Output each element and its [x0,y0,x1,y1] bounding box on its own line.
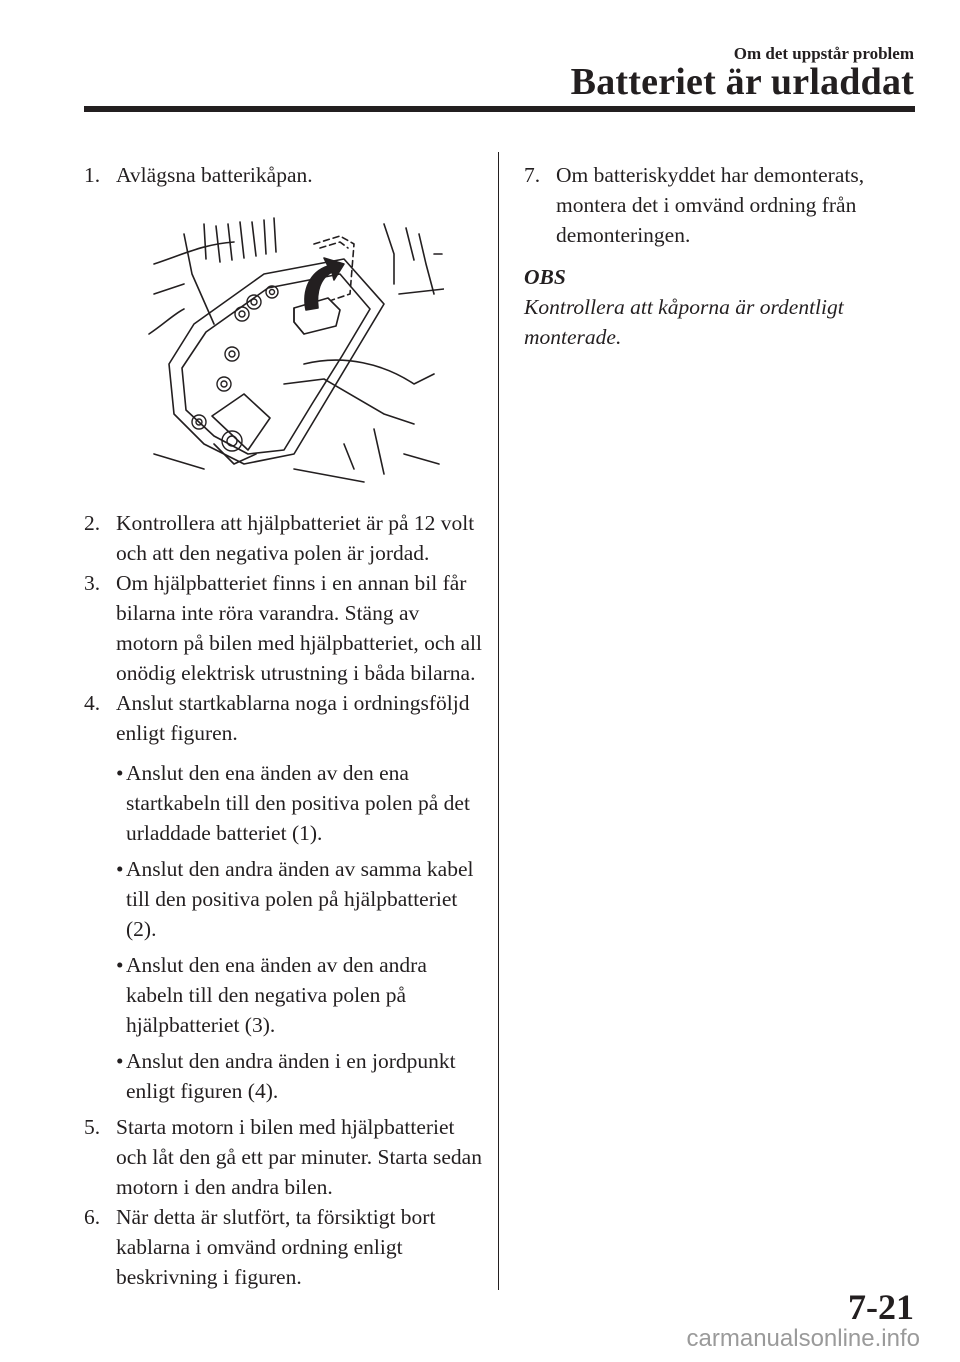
bullet-dot: • [116,953,124,977]
bullet-dot: • [116,1049,124,1073]
step-2 [84,508,484,568]
bullet-text: Anslut den ena änden av den andra kabeln till den negativa polen på hjälpbatteriet (3). [126,953,427,1037]
step-text: Om hjälpbatteriet finns i en annan bil får bilarna inte röra varandra. Stäng av motorn på bilen med hjälpbatteriet, och all onödig elektrisk utrustning i båda bilarna. [116,571,482,685]
bullet-text: Anslut den andra änden av samma kabel till den positiva polen på hjälpbatteriet (2). [126,857,474,941]
page-title: Batteriet är urladdat [570,61,914,103]
left-column [84,160,484,1292]
note-heading: OBS [524,265,566,289]
step-text: Om batteriskyddet har demonterats, montera det i omvänd ordning från demonteringen. [556,163,865,247]
step-text: Avlägsna batterikåpan. [116,163,313,187]
step-1 [84,160,484,190]
bullet-item [84,1046,484,1106]
step-4 [84,688,484,748]
step-text: Kontrollera att hjälpbatteriet är på 12 volt och att den negativa polen är jordad. [116,511,475,565]
step-number: 2. [84,511,101,535]
header-rule [84,106,915,112]
bullet-text: Anslut den ena änden av den ena startkabeln till den positiva polen på det urladdade batteriet (1). [126,761,470,845]
step-number: 5. [84,1115,101,1139]
step-7 [524,160,916,250]
note-text: Kontrollera att kåporna är ordentligt monterade. [524,295,844,349]
step-number: 6. [84,1205,101,1229]
bullet-item [84,950,484,1040]
step-number: 1. [84,163,101,187]
bullet-text: Anslut den andra änden i en jordpunkt enligt figuren (4). [126,1049,456,1103]
step-5 [84,1112,484,1202]
bullet-dot: • [116,761,124,785]
right-column [524,160,916,352]
step-text: När detta är slutfört, ta försiktigt bort kablarna i omvänd ordning enligt beskrivning i figuren. [116,1205,436,1289]
step-text: Anslut startkablarna noga i ordningsföljd enligt figuren. [116,691,470,745]
step-6 [84,1202,484,1292]
step-text: Starta motorn i bilen med hjälpbatteriet och låt den gå ett par minuter. Starta sedan motorn i den andra bilen. [116,1115,482,1199]
step-3 [84,568,484,688]
step-number: 3. [84,571,101,595]
battery-cover-illustration [144,214,444,484]
watermark-text: carmanualsonline.info [686,1325,920,1352]
bullet-item [84,854,484,944]
section-title: Om det uppstår problem [733,44,914,63]
column-divider [498,152,499,1290]
connection-bullet-list [84,758,484,1106]
bullet-item [84,758,484,848]
bullet-dot: • [116,857,124,881]
step-number: 7. [524,163,541,187]
step-number: 4. [84,691,101,715]
page-number: 7-21 [848,1287,914,1327]
